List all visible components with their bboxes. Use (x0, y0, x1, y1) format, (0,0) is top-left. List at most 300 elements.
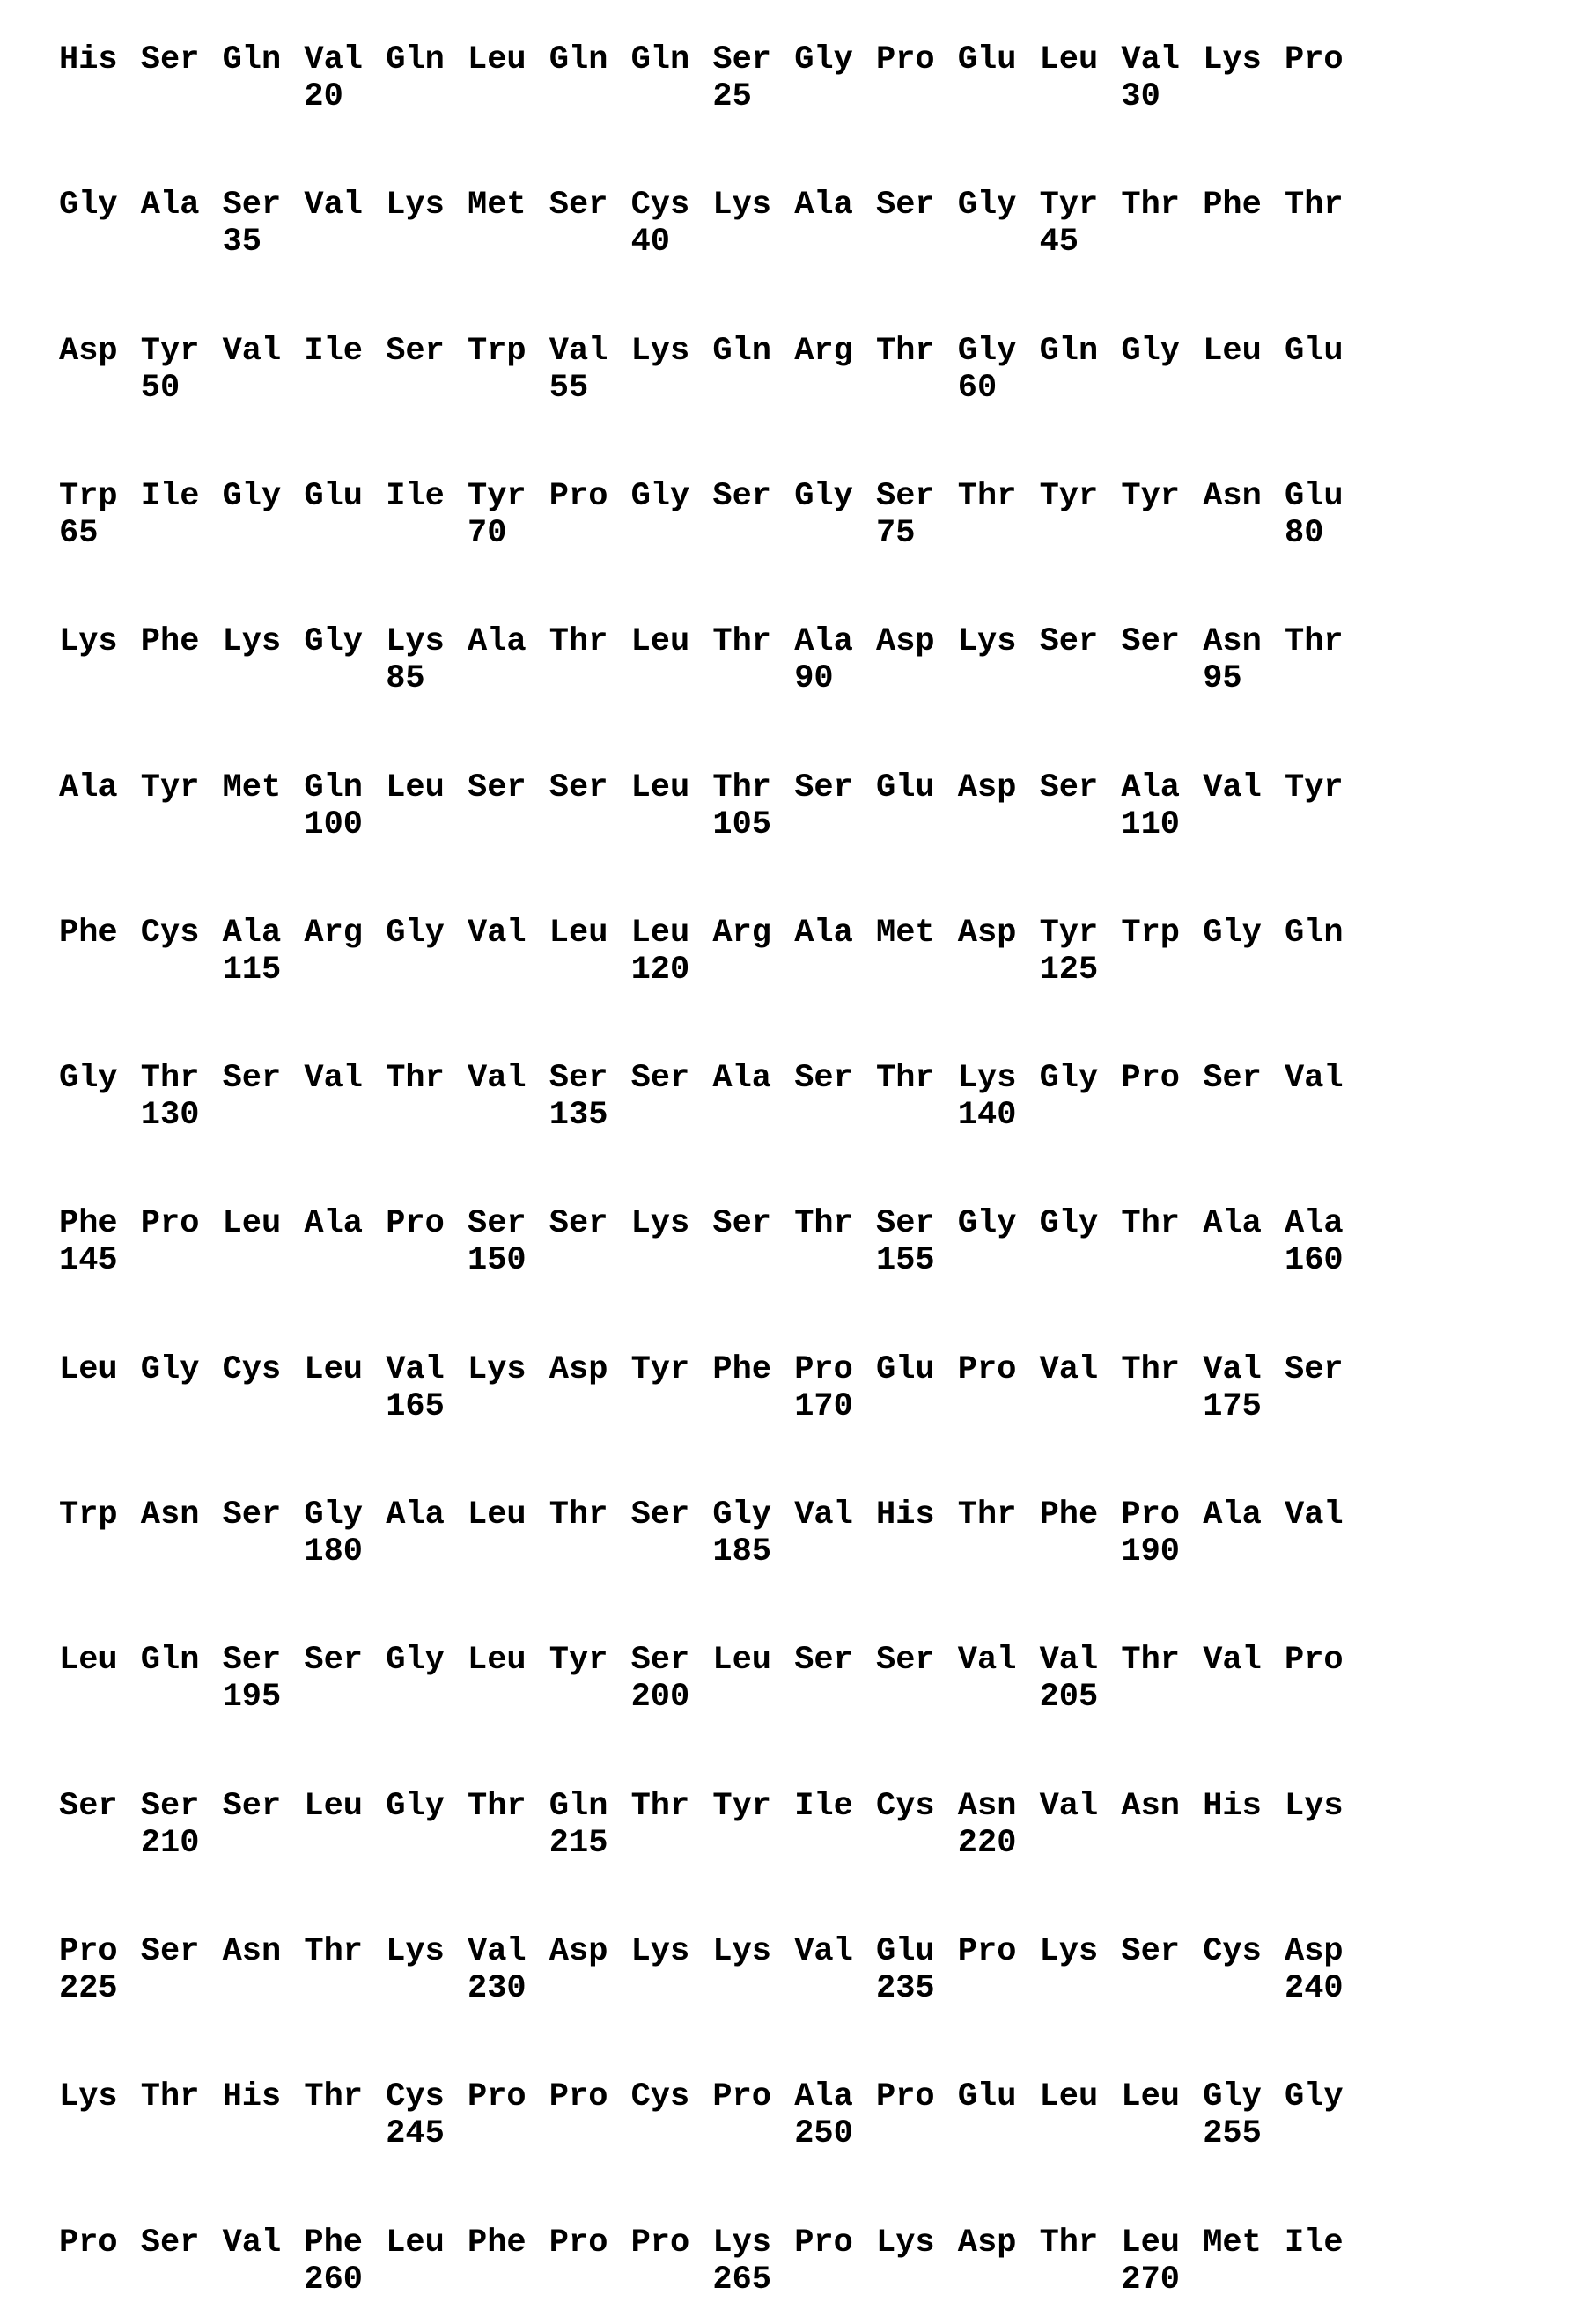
residue: Leu (386, 772, 445, 805)
residue: Arg (712, 917, 771, 950)
residue: Trp (59, 1499, 118, 1532)
residue: Pro (794, 1354, 853, 1386)
residue: Tyr (631, 1354, 690, 1386)
residue-number: 40 (631, 226, 670, 259)
residue: Gly (631, 481, 690, 513)
residue: Asp (958, 772, 1017, 805)
residue-number: 110 (1121, 809, 1180, 842)
residue: Lys (1285, 1791, 1344, 1823)
residue: Tyr (468, 481, 527, 513)
residue: Gln (1285, 917, 1344, 950)
residue-number: 35 (223, 226, 261, 259)
residue: Ser (794, 772, 853, 805)
residue: Glu (876, 1936, 935, 1968)
residue: Thr (876, 1063, 935, 1095)
residue: Thr (1121, 189, 1180, 222)
residue: Gly (386, 1791, 445, 1823)
residue: Leu (631, 626, 690, 658)
residue: Asp (549, 1354, 608, 1386)
residue: Cys (386, 2081, 445, 2114)
residue: Asp (876, 626, 935, 658)
residue: Gly (304, 626, 363, 658)
residue: Arg (304, 917, 363, 950)
residue: Ala (1121, 772, 1180, 805)
residue: Ala (141, 189, 200, 222)
residue: Ser (631, 1499, 690, 1532)
residue: Gln (141, 1644, 200, 1677)
residue-number: 180 (304, 1536, 363, 1569)
residue: Ser (223, 1499, 282, 1532)
residue: Ser (468, 772, 527, 805)
residue: Asp (1285, 1936, 1344, 1968)
residue: Cys (1203, 1936, 1262, 1968)
residue: Ile (141, 481, 200, 513)
residue: Leu (223, 1208, 282, 1240)
residue: Tyr (549, 1644, 608, 1677)
residue-number: 75 (876, 518, 915, 550)
residue: Lys (631, 1208, 690, 1240)
residue-number: 265 (712, 2264, 771, 2297)
residue: Gln (549, 44, 608, 77)
residue: Leu (59, 1644, 118, 1677)
residue: Phe (304, 2227, 363, 2260)
residue: Ser (223, 1644, 282, 1677)
residue: Cys (631, 189, 690, 222)
residue: Val (1203, 772, 1262, 805)
residue: Thr (468, 1791, 527, 1823)
residue: Tyr (1040, 189, 1099, 222)
residue: Gly (958, 189, 1017, 222)
residue-number: 195 (223, 1681, 282, 1714)
residue: Pro (958, 1936, 1017, 1968)
residue: Gly (59, 189, 118, 222)
residue: Thr (386, 1063, 445, 1095)
residue: Ile (1285, 2227, 1344, 2260)
residue: Ala (1285, 1208, 1344, 1240)
sequence-line (59, 481, 1468, 577)
residue: Thr (1121, 1644, 1180, 1677)
residue: Gly (223, 481, 282, 513)
residue-number: 250 (794, 2118, 853, 2151)
residue: Gln (223, 44, 282, 77)
residue: Arg (794, 335, 853, 368)
residue: Gly (304, 1499, 363, 1532)
residue-number: 120 (631, 954, 690, 987)
residue: Pro (876, 44, 935, 77)
residue: Tyr (1285, 772, 1344, 805)
residue: Pro (468, 2081, 527, 2114)
residue: Gly (712, 1499, 771, 1532)
residue: Lys (712, 1936, 771, 1968)
residue: Glu (1285, 335, 1344, 368)
residue: Trp (1121, 917, 1180, 950)
residue: Lys (958, 1063, 1017, 1095)
residue: Tyr (1121, 481, 1180, 513)
residue: Phe (1203, 189, 1262, 222)
residue: Pro (958, 1354, 1017, 1386)
residue-number: 165 (386, 1391, 445, 1423)
residue: Ser (794, 1063, 853, 1095)
residue: Gly (386, 1644, 445, 1677)
residue: Cys (223, 1354, 282, 1386)
residue: Pro (59, 2227, 118, 2260)
residue-number: 190 (1121, 1536, 1180, 1569)
residue-number: 140 (958, 1099, 1017, 1132)
residue: Val (223, 335, 282, 368)
residue: Gly (1040, 1063, 1099, 1095)
residue-number: 255 (1203, 2118, 1262, 2151)
residue: Ala (223, 917, 282, 950)
residue: Gly (958, 1208, 1017, 1240)
residue: Val (1040, 1644, 1099, 1677)
residue: Ser (631, 1644, 690, 1677)
residue: Thr (1121, 1208, 1180, 1240)
residue: Glu (876, 1354, 935, 1386)
residue: Ser (386, 335, 445, 368)
residue: Thr (1040, 2227, 1099, 2260)
residue: Pro (631, 2227, 690, 2260)
residue: Pro (59, 1936, 118, 1968)
residue: Lys (386, 1936, 445, 1968)
residue: Thr (1285, 626, 1344, 658)
residue: His (1203, 1791, 1262, 1823)
residue: Ser (712, 481, 771, 513)
residue: Leu (304, 1354, 363, 1386)
residue: Glu (304, 481, 363, 513)
residue: Leu (468, 1499, 527, 1532)
sequence-line (59, 1644, 1468, 1741)
residue: Glu (958, 2081, 1017, 2114)
residue: Tyr (141, 335, 200, 368)
residue: Gly (1121, 335, 1180, 368)
residue-number: 125 (1040, 954, 1099, 987)
residue: Leu (468, 1644, 527, 1677)
residue-number: 150 (468, 1245, 527, 1277)
residue-number: 130 (141, 1099, 200, 1132)
sequence-line (59, 44, 1468, 141)
sequence-line (59, 2227, 1468, 2324)
residue-number: 80 (1285, 518, 1323, 550)
residue-number: 170 (794, 1391, 853, 1423)
residue-number: 200 (631, 1681, 690, 1714)
residue: Ala (794, 2081, 853, 2114)
residue: Pro (1285, 1644, 1344, 1677)
residue: Thr (958, 1499, 1017, 1532)
residue-number: 205 (1040, 1681, 1099, 1714)
residue-number: 225 (59, 1973, 118, 2005)
residue-number: 230 (468, 1973, 527, 2005)
sequence-line (59, 1063, 1468, 1159)
residue: Gln (386, 44, 445, 77)
sequence-line (59, 1354, 1468, 1451)
residue-number: 240 (1285, 1973, 1344, 2005)
residue: Thr (141, 2081, 200, 2114)
residue: Gly (958, 335, 1017, 368)
residue: Lys (958, 626, 1017, 658)
residue: Leu (1121, 2227, 1180, 2260)
residue: Ser (141, 44, 200, 77)
residue-number: 220 (958, 1828, 1017, 1860)
residue: Ser (1040, 626, 1099, 658)
residue: Pro (141, 1208, 200, 1240)
residue: Ser (876, 481, 935, 513)
residue-number: 95 (1203, 663, 1241, 695)
residue: Val (304, 1063, 363, 1095)
residue: Val (468, 917, 527, 950)
residue: Pro (794, 2227, 853, 2260)
residue: Leu (1121, 2081, 1180, 2114)
residue: Trp (468, 335, 527, 368)
residue-number: 145 (59, 1245, 118, 1277)
residue: Gly (141, 1354, 200, 1386)
sequence-line (59, 772, 1468, 869)
residue: Asp (549, 1936, 608, 1968)
residue: Gln (712, 335, 771, 368)
residue: Ser (59, 1791, 118, 1823)
residue-number: 175 (1203, 1391, 1262, 1423)
sequence-listing-page (0, 0, 1591, 2287)
residue: Val (1285, 1063, 1344, 1095)
sequence-line (59, 1936, 1468, 2033)
residue: Cys (876, 1791, 935, 1823)
residue: Lys (59, 2081, 118, 2114)
residue: Val (1040, 1354, 1099, 1386)
residue-number: 115 (223, 954, 282, 987)
residue: Val (1203, 1644, 1262, 1677)
residue: Ser (223, 189, 282, 222)
residue: Leu (1203, 335, 1262, 368)
residue: Asn (1203, 481, 1262, 513)
residue: Lys (468, 1354, 527, 1386)
residue: Lys (712, 2227, 771, 2260)
residue: Thr (876, 335, 935, 368)
residue: Val (386, 1354, 445, 1386)
residue: Leu (549, 917, 608, 950)
residue: Glu (876, 772, 935, 805)
residue: Ala (712, 1063, 771, 1095)
residue: Thr (712, 626, 771, 658)
residue: Ser (549, 1063, 608, 1095)
residue: Ala (794, 917, 853, 950)
residue-number: 50 (141, 372, 180, 405)
residue: Thr (712, 772, 771, 805)
residue: Leu (304, 1791, 363, 1823)
residue: Ala (59, 772, 118, 805)
residue-number: 215 (549, 1828, 608, 1860)
residue: Thr (1285, 189, 1344, 222)
residue: Asn (141, 1499, 200, 1532)
residue: Ala (386, 1499, 445, 1532)
residue: Pro (549, 481, 608, 513)
residue: Ala (1203, 1499, 1262, 1532)
residue: Cys (631, 2081, 690, 2114)
residue: Asn (223, 1936, 282, 1968)
residue: Trp (59, 481, 118, 513)
residue: Leu (468, 44, 527, 77)
residue: Leu (59, 1354, 118, 1386)
residue-number: 135 (549, 1099, 608, 1132)
residue: Ser (304, 1644, 363, 1677)
residue: Ser (549, 772, 608, 805)
residue: Val (1203, 1354, 1262, 1386)
residue-number: 185 (712, 1536, 771, 1569)
residue: Ser (712, 1208, 771, 1240)
residue: Pro (876, 2081, 935, 2114)
residue-number: 245 (386, 2118, 445, 2151)
residue: Lys (386, 626, 445, 658)
residue: Ser (876, 189, 935, 222)
residue: Lys (223, 626, 282, 658)
residue: Val (223, 2227, 282, 2260)
residue: His (876, 1499, 935, 1532)
residue-number: 70 (468, 518, 506, 550)
residue: Ser (876, 1644, 935, 1677)
residue: Tyr (141, 772, 200, 805)
residue: Val (468, 1936, 527, 1968)
residue: Lys (1203, 44, 1262, 77)
residue: Ser (549, 189, 608, 222)
residue: Thr (549, 1499, 608, 1532)
residue-number: 260 (304, 2264, 363, 2297)
residue: Pro (712, 2081, 771, 2114)
residue: Ser (141, 1791, 200, 1823)
sequence-line (59, 2081, 1468, 2178)
residue: Val (549, 335, 608, 368)
residue: Thr (549, 626, 608, 658)
residue: Ala (1203, 1208, 1262, 1240)
residue: Thr (141, 1063, 200, 1095)
residue: Thr (794, 1208, 853, 1240)
residue: Ile (304, 335, 363, 368)
residue: Tyr (712, 1791, 771, 1823)
residue: Asn (1203, 626, 1262, 658)
residue: Gln (1040, 335, 1099, 368)
residue: Leu (631, 917, 690, 950)
residue: Lys (631, 1936, 690, 1968)
residue: Leu (712, 1644, 771, 1677)
residue: Met (468, 189, 527, 222)
residue-number: 60 (958, 372, 997, 405)
residue: Ser (549, 1208, 608, 1240)
residue: Met (223, 772, 282, 805)
residue: Cys (141, 917, 200, 950)
residue: Ser (141, 2227, 200, 2260)
residue-number: 210 (141, 1828, 200, 1860)
residue: Ser (1203, 1063, 1262, 1095)
residue-number: 20 (304, 81, 343, 114)
residue: Gly (1203, 2081, 1262, 2114)
residue: Lys (1040, 1936, 1099, 1968)
residue: Phe (59, 917, 118, 950)
residue: Thr (304, 2081, 363, 2114)
residue: Gln (631, 44, 690, 77)
residue: Asn (958, 1791, 1017, 1823)
residue-number: 90 (794, 663, 833, 695)
residue: Ser (223, 1063, 282, 1095)
sequence-line (59, 917, 1468, 1014)
residue: Pro (386, 1208, 445, 1240)
residue: Glu (1285, 481, 1344, 513)
residue: Pro (1121, 1063, 1180, 1095)
sequence-line (59, 1791, 1468, 1887)
residue: Ile (386, 481, 445, 513)
residue: Pro (1121, 1499, 1180, 1532)
residue-number: 30 (1121, 81, 1160, 114)
residue: Val (1121, 44, 1180, 77)
residue: Phe (59, 1208, 118, 1240)
residue: Ala (304, 1208, 363, 1240)
residue: Ser (1285, 1354, 1344, 1386)
residue: Val (1040, 1791, 1099, 1823)
residue: Ser (468, 1208, 527, 1240)
residue: Gly (1203, 917, 1262, 950)
residue: Val (468, 1063, 527, 1095)
residue: Ala (794, 626, 853, 658)
residue-number: 270 (1121, 2264, 1180, 2297)
residue: Gly (386, 917, 445, 950)
residue: Asp (958, 917, 1017, 950)
residue: Asn (1121, 1791, 1180, 1823)
residue-number: 160 (1285, 1245, 1344, 1277)
residue: Ser (1121, 1936, 1180, 1968)
residue: Gly (794, 481, 853, 513)
residue: Ser (141, 1936, 200, 1968)
residue: His (223, 2081, 282, 2114)
residue: His (59, 44, 118, 77)
residue: Ser (712, 44, 771, 77)
residue-number: 55 (549, 372, 588, 405)
residue: Ser (631, 1063, 690, 1095)
residue: Phe (1040, 1499, 1099, 1532)
residue: Ser (876, 1208, 935, 1240)
sequence-line (59, 1499, 1468, 1596)
residue: Thr (958, 481, 1017, 513)
residue: Lys (386, 189, 445, 222)
residue: Leu (1040, 2081, 1099, 2114)
residue: Met (876, 917, 935, 950)
residue: Lys (59, 626, 118, 658)
residue-number: 235 (876, 1973, 935, 2005)
residue: Ser (223, 1791, 282, 1823)
residue: Asp (958, 2227, 1017, 2260)
residue: Pro (549, 2081, 608, 2114)
residue: Lys (876, 2227, 935, 2260)
residue-number: 155 (876, 1245, 935, 1277)
residue: Pro (1285, 44, 1344, 77)
residue: Gln (549, 1791, 608, 1823)
residue: Met (1203, 2227, 1262, 2260)
residue: Tyr (1040, 481, 1099, 513)
sequence-line (59, 335, 1468, 432)
sequence-line (59, 189, 1468, 286)
residue: Glu (958, 44, 1017, 77)
residue: Thr (304, 1936, 363, 1968)
residue: Gly (1285, 2081, 1344, 2114)
residue: Val (794, 1936, 853, 1968)
residue: Thr (1121, 1354, 1180, 1386)
residue: Ser (794, 1644, 853, 1677)
residue: Phe (712, 1354, 771, 1386)
residue-number: 45 (1040, 226, 1079, 259)
residue: Tyr (1040, 917, 1099, 950)
residue-number: 85 (386, 663, 424, 695)
residue: Val (304, 189, 363, 222)
residue: Leu (1040, 44, 1099, 77)
residue: Leu (631, 772, 690, 805)
residue: Ser (1040, 772, 1099, 805)
residue: Gly (1040, 1208, 1099, 1240)
residue: Ile (794, 1791, 853, 1823)
